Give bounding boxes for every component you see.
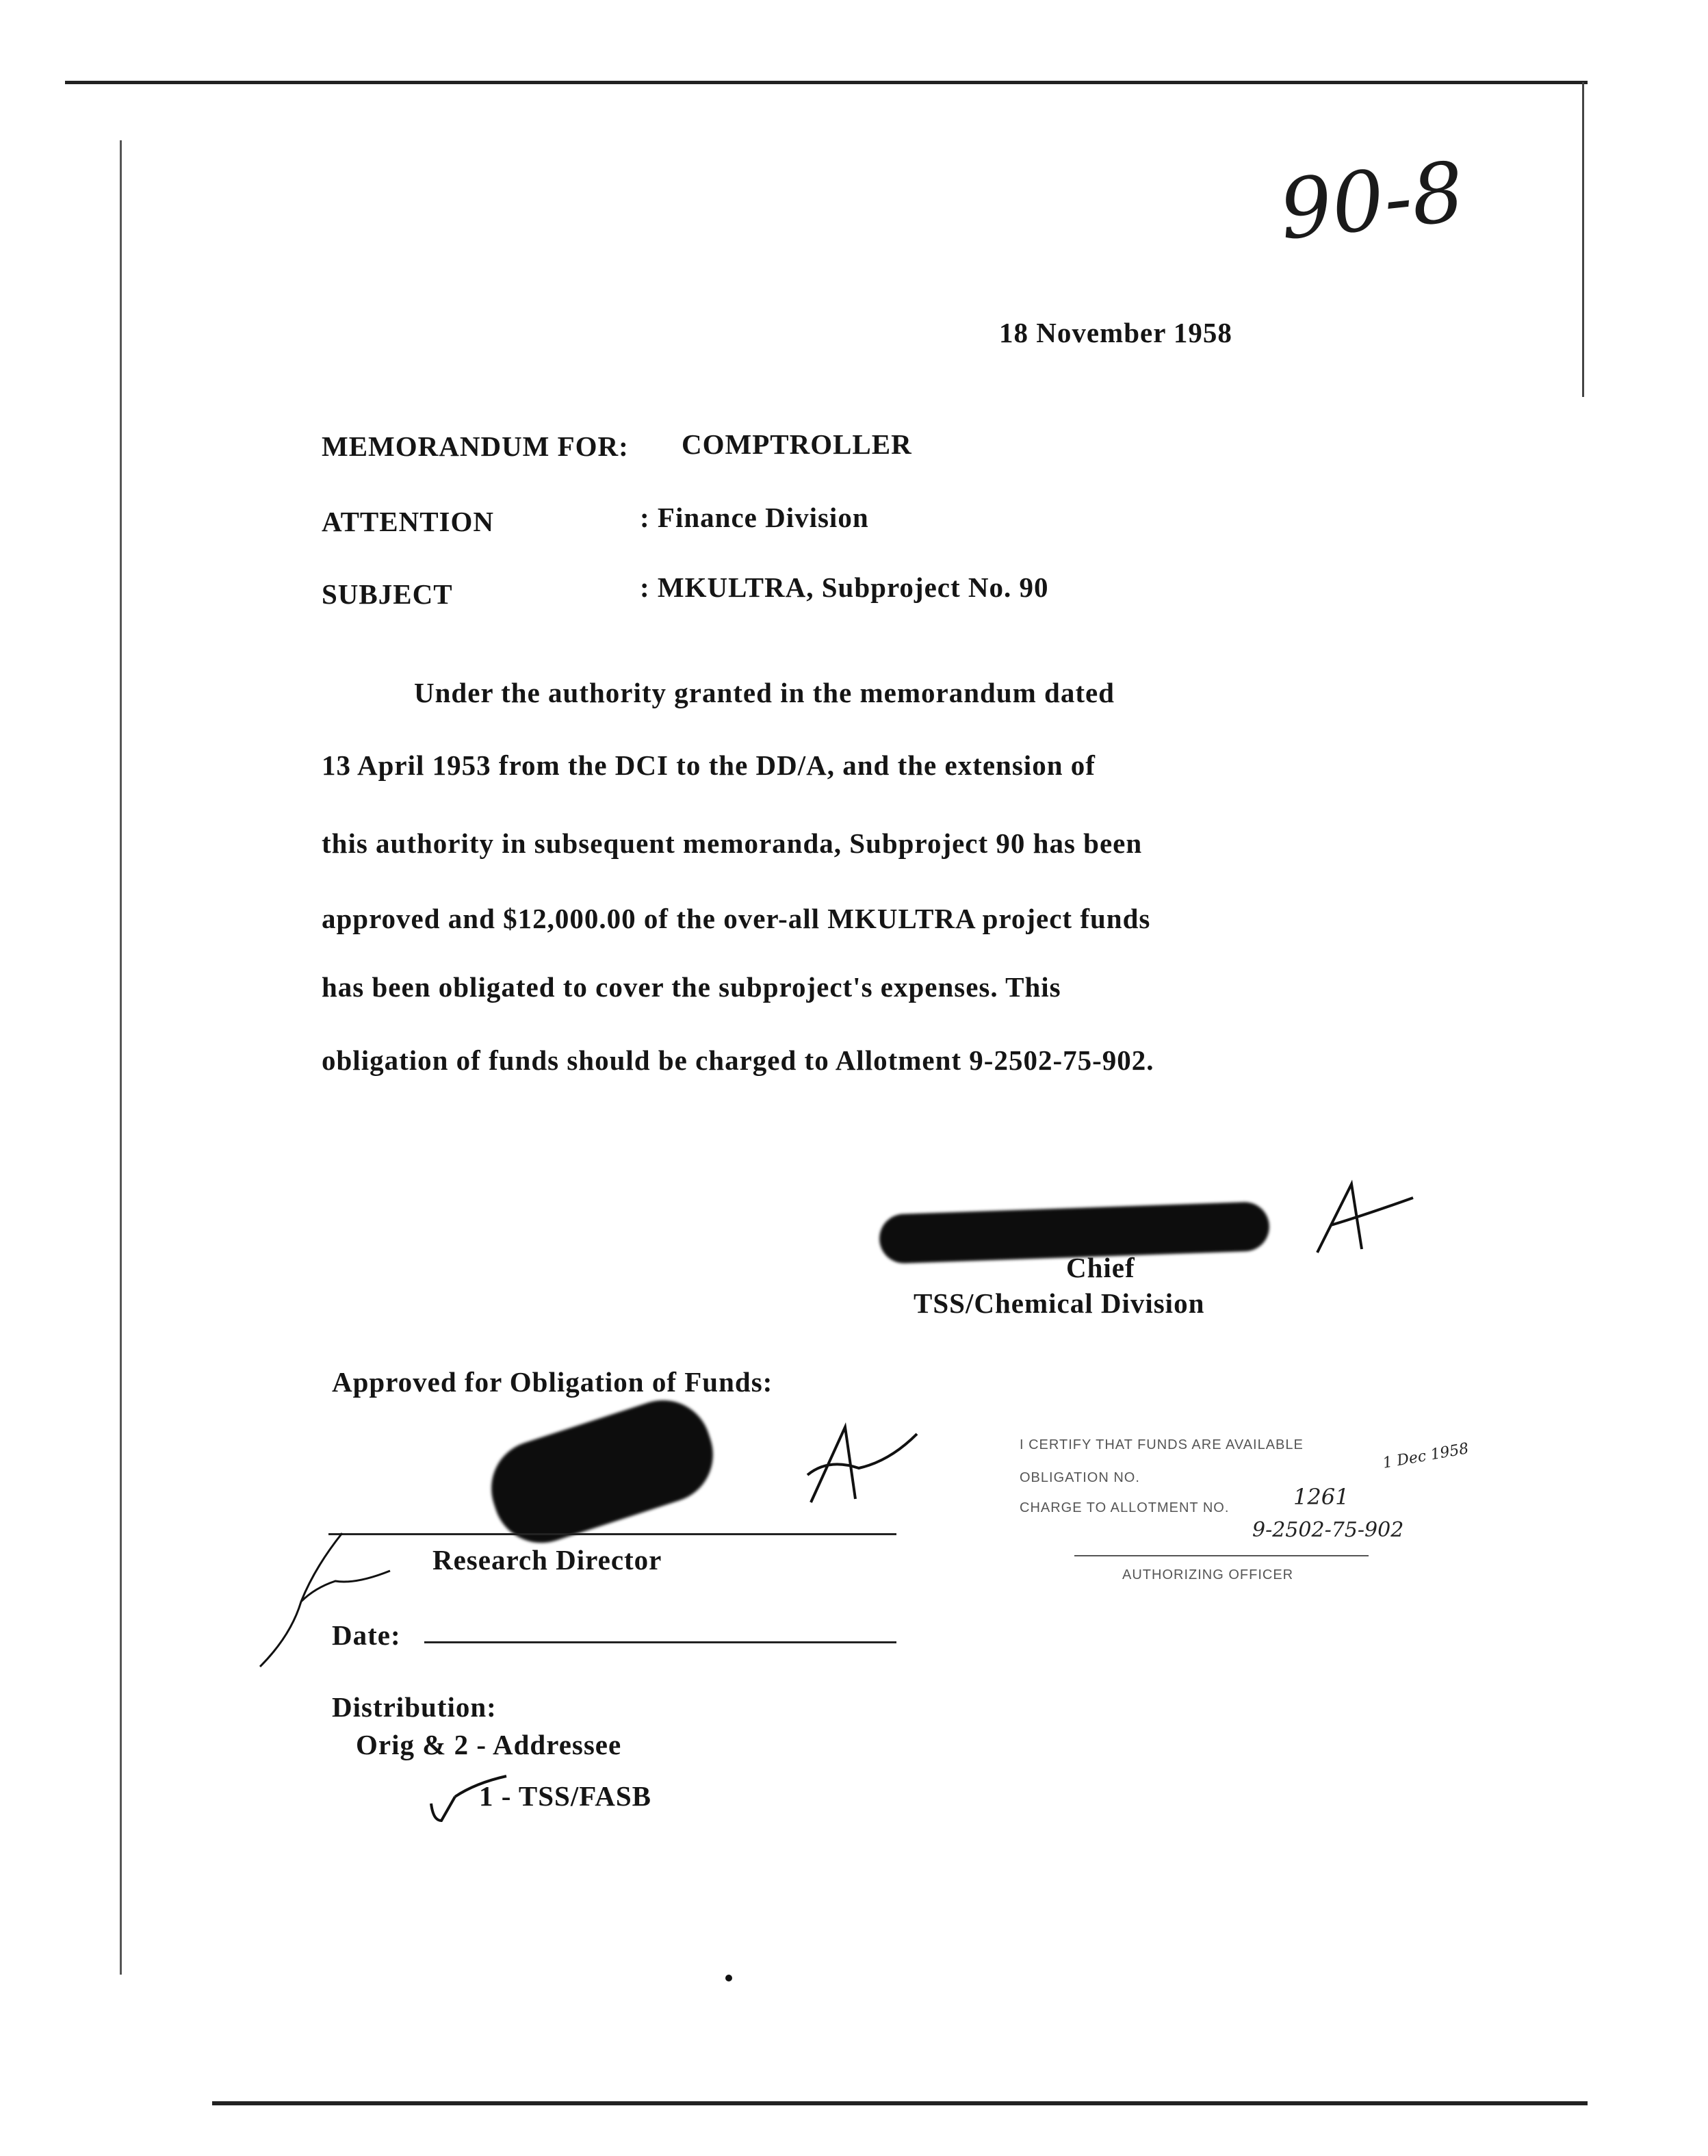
approval-signature-line bbox=[328, 1533, 896, 1535]
date-label: Date: bbox=[332, 1619, 401, 1651]
stamp-obligation-line: OBLIGATION NO. bbox=[1020, 1470, 1140, 1485]
body-line-2: 13 April 1953 from the DCI to the DD/A, and the extension of bbox=[322, 749, 1096, 781]
attention-label: ATTENTION bbox=[322, 506, 495, 537]
subject-value: : MKULTRA, Subproject No. 90 bbox=[640, 572, 1049, 603]
distribution-label: Distribution: bbox=[332, 1691, 497, 1723]
left-margin-rule bbox=[120, 140, 122, 1975]
stamp-authorizing-officer: AUTHORIZING OFFICER bbox=[1122, 1567, 1294, 1582]
stamp-date: 1 Dec 1958 bbox=[1381, 1440, 1471, 1472]
bottom-rule bbox=[212, 2101, 1588, 2105]
handwritten-reference: 90-8 bbox=[1275, 144, 1469, 259]
distribution-line-2: 1 - TSS/FASB bbox=[479, 1780, 652, 1812]
top-rule bbox=[65, 81, 1588, 84]
date-line bbox=[424, 1641, 896, 1643]
stamp-certify-line: I CERTIFY THAT FUNDS ARE AVAILABLE bbox=[1020, 1437, 1304, 1452]
attention-value: : Finance Division bbox=[640, 502, 869, 533]
stamp-allotment-number: 9-2502-75-902 bbox=[1252, 1518, 1404, 1542]
approver-title: Research Director bbox=[432, 1544, 662, 1576]
redaction-approver-name bbox=[479, 1388, 725, 1556]
body-line-3: this authority in subsequent memoranda, Subproject 90 has been bbox=[322, 827, 1143, 859]
body-line-6: obligation of funds should be charged to Allotment 9-2502-75-902. bbox=[322, 1044, 1154, 1076]
distribution-line-1: Orig & 2 - Addressee bbox=[356, 1729, 622, 1760]
stamp-signature-line bbox=[1074, 1555, 1369, 1556]
signer-division: TSS/Chemical Division bbox=[914, 1287, 1205, 1319]
initials-signature bbox=[1304, 1174, 1420, 1263]
stamp-charge-line: CHARGE TO ALLOTMENT NO. bbox=[1020, 1500, 1230, 1515]
approver-initials bbox=[801, 1420, 924, 1509]
stamp-obligation-number: 1261 bbox=[1293, 1484, 1349, 1510]
approval-label: Approved for Obligation of Funds: bbox=[332, 1366, 773, 1398]
body-line-1: Under the authority granted in the memorandum dated bbox=[414, 677, 1115, 708]
subject-label: SUBJECT bbox=[322, 578, 453, 610]
handwritten-for-mark bbox=[253, 1519, 397, 1677]
right-rule bbox=[1582, 82, 1584, 397]
memorandum-label: MEMORANDUM FOR: bbox=[322, 431, 629, 462]
memo-date: 18 November 1958 bbox=[999, 317, 1232, 348]
body-line-4: approved and $12,000.00 of the over-all MKULTRA project funds bbox=[322, 903, 1151, 934]
signer-title: Chief bbox=[1066, 1252, 1135, 1283]
body-line-5: has been obligated to cover the subproject's expenses. This bbox=[322, 971, 1061, 1003]
scan-speck bbox=[725, 1975, 732, 1981]
memorandum-recipient: COMPTROLLER bbox=[682, 428, 912, 460]
